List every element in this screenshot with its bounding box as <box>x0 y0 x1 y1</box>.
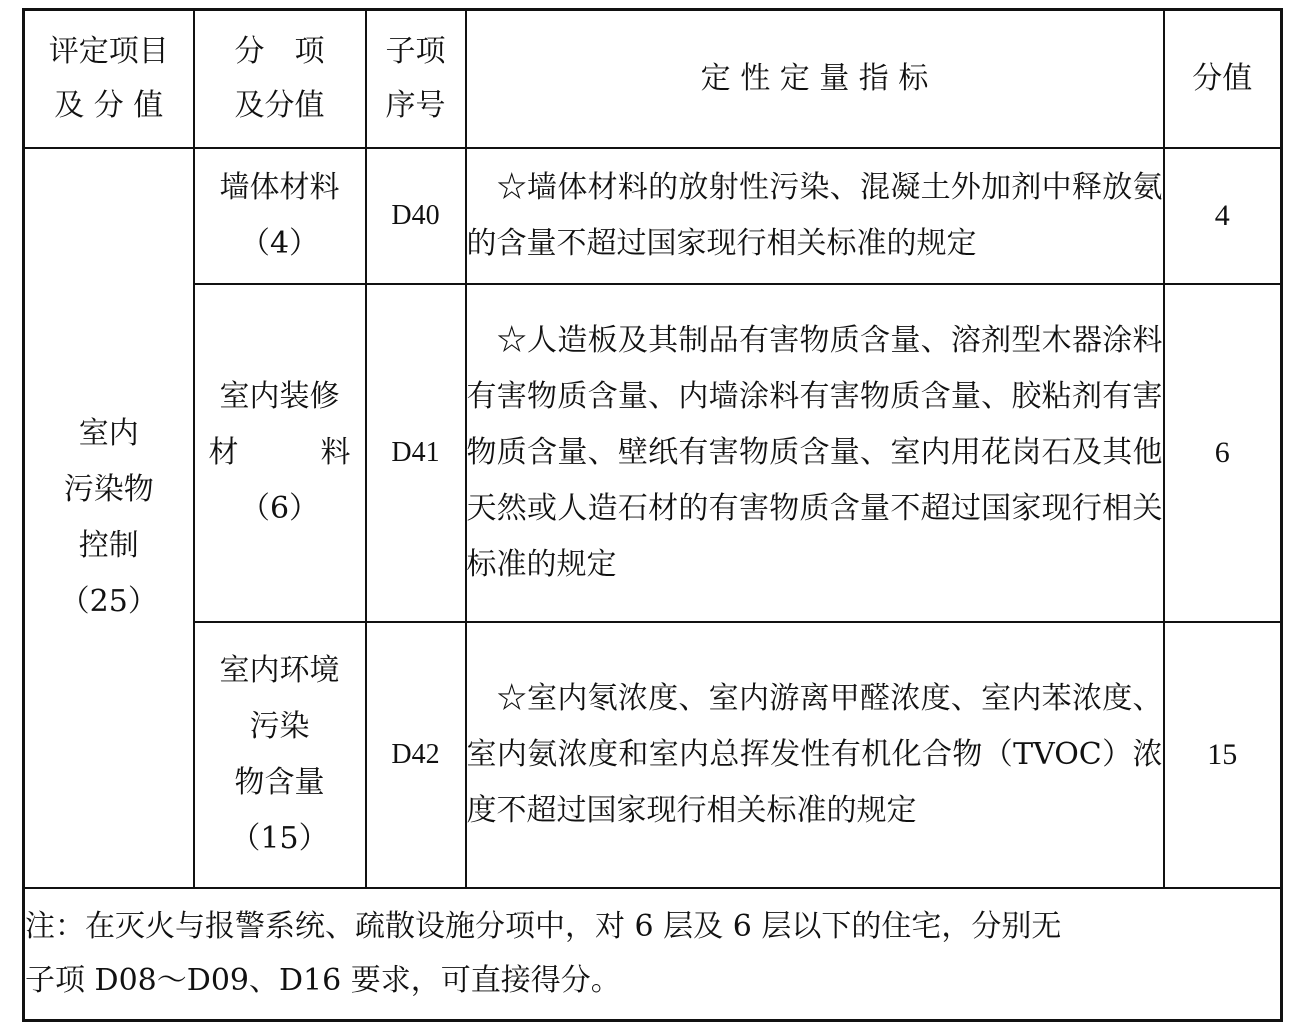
subitem-d42-line2: 污染 <box>249 708 310 744</box>
indicator-cell-d40 <box>466 148 1164 284</box>
header-code-line2: 序号 <box>385 87 446 123</box>
spec-table-frame <box>22 8 1280 1022</box>
subitem-d41-line1: 室内装修 <box>219 378 340 414</box>
category-line1: 室内 <box>78 415 139 451</box>
header-code-line1: 子项 <box>385 33 446 69</box>
note-cell <box>24 888 1282 1021</box>
category-line2: 污染物 <box>63 471 154 507</box>
note-row <box>24 888 1282 1021</box>
indicator-text-d40: ☆墙体材料的放射性污染、混凝土外加剂中释放氨的含量不超过国家现行相关标准的规定 <box>466 169 1163 261</box>
code-cell-d42: D42 <box>366 622 466 888</box>
indicator-cell-d42 <box>466 622 1164 888</box>
code-cell-d40: D40 <box>366 148 466 284</box>
header-category-line2: 及 分 值 <box>54 87 164 123</box>
header-subitem-line1: 分 项 <box>234 33 325 69</box>
subitem-d40-line1: 墙体材料 <box>219 169 340 205</box>
score-cell-d42: 15 <box>1164 622 1282 888</box>
score-cell-d40: 4 <box>1164 148 1282 284</box>
note-line2: 子项 D08～D09、D16 要求，可直接得分。 <box>25 962 621 998</box>
evaluation-table <box>22 8 1283 1022</box>
header-category <box>24 10 194 148</box>
subitem-d41-points: （6） <box>239 490 320 526</box>
header-category-line1: 评定项目 <box>48 33 169 69</box>
subitem-d42-points: （15） <box>230 820 329 856</box>
header-indicator: 定 性 定 量 指 标 <box>466 10 1164 148</box>
category-line3: 控制 <box>78 527 139 563</box>
code-cell-d41: D41 <box>366 284 466 622</box>
subitem-d40-points: （4） <box>239 225 320 261</box>
category-cell <box>24 148 194 888</box>
subitem-d41-line2: 材 料 <box>208 434 351 470</box>
category-points: （25） <box>59 583 158 619</box>
score-cell-d41: 6 <box>1164 284 1282 622</box>
indicator-text-d41: ☆人造板及其制品有害物质含量、溶剂型木器涂料有害物质含量、内墙涂料有害物质含量、胶粘剂有害物质含量、壁纸有害物质含量、室内用花岗石及其他天然或人造石材的有害物质含量不超过国家现行相关标准的规定 <box>466 322 1163 582</box>
subitem-d42-line1: 室内环境 <box>219 652 340 688</box>
indicator-text-d42: ☆室内氡浓度、室内游离甲醛浓度、室内苯浓度、室内氨浓度和室内总挥发性有机化合物（TVOC）浓度不超过国家现行相关标准的规定 <box>466 680 1163 828</box>
table-row-d41 <box>24 284 1282 622</box>
table-row-d40 <box>24 148 1282 284</box>
note-line1: 注：在灭火与报警系统、疏散设施分项中，对 6 层及 6 层以下的住宅，分别无 <box>25 908 1062 944</box>
header-subitem-line2: 及分值 <box>234 87 325 123</box>
subitem-cell-d40 <box>194 148 366 284</box>
subitem-cell-d41 <box>194 284 366 622</box>
table-row-d42 <box>24 622 1282 888</box>
header-code <box>366 10 466 148</box>
header-subitem <box>194 10 366 148</box>
header-row <box>24 10 1282 148</box>
subitem-cell-d42 <box>194 622 366 888</box>
header-score: 分值 <box>1164 10 1282 148</box>
subitem-d42-line3: 物含量 <box>234 764 325 800</box>
indicator-cell-d41 <box>466 284 1164 622</box>
